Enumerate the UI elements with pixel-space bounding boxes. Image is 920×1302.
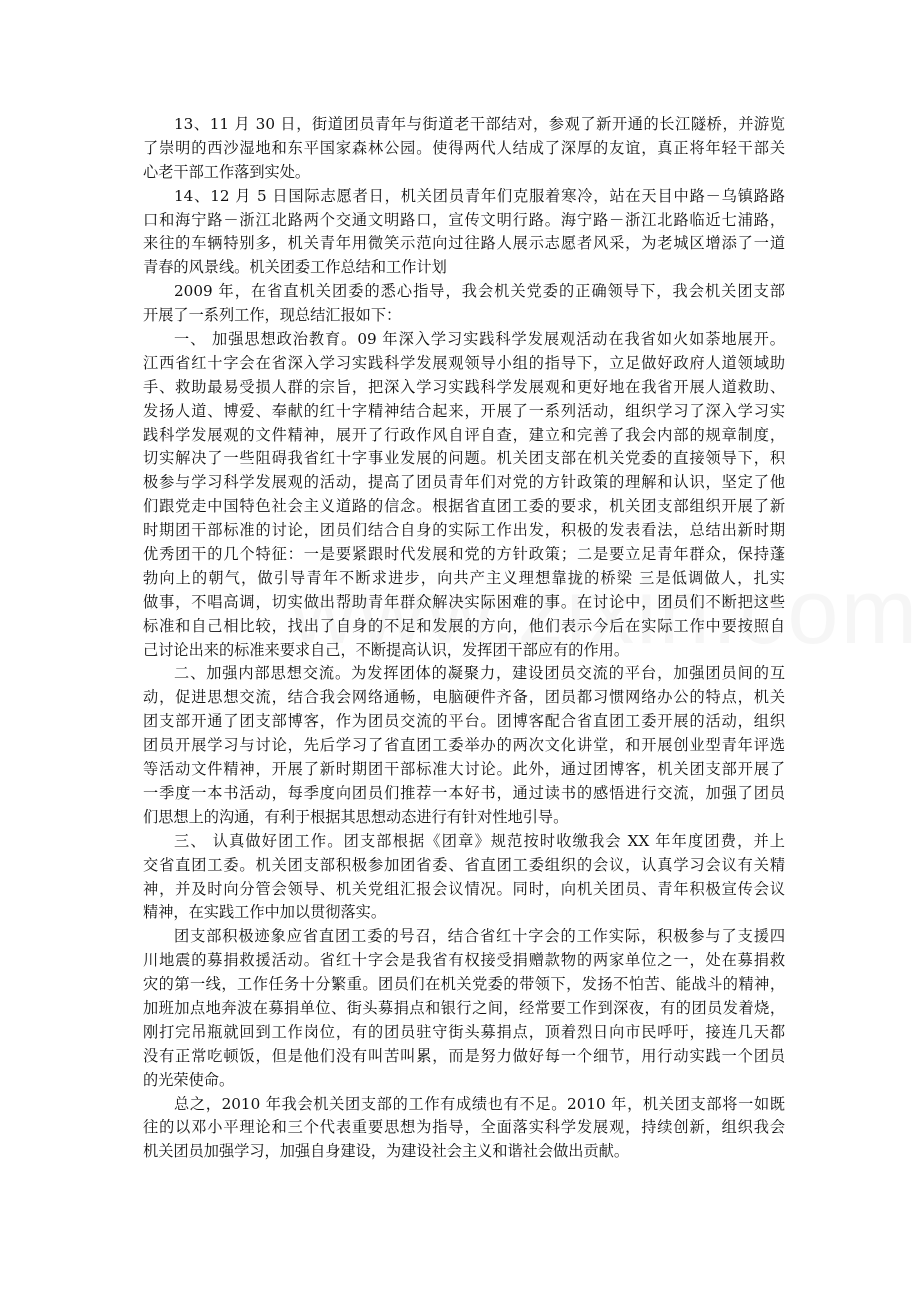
text-line: 手、救助最易受损人群的宗旨，把深入学习实践科学发展观和更好地在我省开展人道救助、 xyxy=(143,377,785,396)
paragraph xyxy=(143,925,785,1092)
text-line: 发扬人道、博爱、奉献的红十字精神结合起来，开展了一系列活动，组织学习了深入学习实 xyxy=(143,401,785,420)
paragraph xyxy=(143,280,785,328)
text-line: 江西省红十字会在省深入学习实践科学发展观领导小组的指导下，立足做好政府人道领域助 xyxy=(143,353,785,372)
text-line: 的光荣使命。 xyxy=(143,1070,235,1089)
text-line: 时期团干部标准的讨论，团员们结合自身的实际工作出发，积极的发表看法，总结出新时期 xyxy=(143,521,785,540)
text-line: 切实解决了一些阻碍我省红十字事业发展的问题。机关团支部在机关党委的直接领导下，积 xyxy=(143,449,785,468)
text-line: 等活动文件精神，开展了新时期团干部标准大讨论。此外，通过团博客，机关团支部开展了 xyxy=(143,760,785,779)
text-line: 心老干部工作落到实处。 xyxy=(143,162,311,181)
text-line: 往的以邓小平理论和三个代表重要思想为指导，全面落实科学发展观，持续创新，组织我会 xyxy=(143,1118,785,1137)
text-line: 川地震的募捐救援活动。省红十字会是我省有权接受捐赠款物的两家单位之一，处在募捐救 xyxy=(143,951,785,970)
text-line: 机关团员加强学习，加强自身建设，为建设社会主义和谐社会做出贡献。 xyxy=(143,1142,629,1161)
paragraph xyxy=(143,113,785,185)
text-line: 三、 认真做好团工作。团支部根据《团章》规范按时收缴我会 XX 年年度团费，并上 xyxy=(174,831,785,850)
text-line: 一、 加强思想政治教育。09 年深入学习实践科学发展观活动在我省如火如荼地展开。 xyxy=(174,330,785,349)
text-line: 团员开展学习与讨论，先后学习了省直团工委举办的两次文化讲堂，和开展创业型青年评选 xyxy=(143,736,785,755)
text-line: 己讨论出来的标准来要求自己，不断提高认识，发挥团干部应有的作用。 xyxy=(143,640,629,659)
text-line: 13、11 月 30 日，街道团员青年与街道老干部结对，参观了新开通的长江隧桥，并游览 xyxy=(174,115,785,133)
text-line: 2009 年，在省直机关团委的悉心指导，我会机关党委的正确领导下，我会机关团支部 xyxy=(174,282,785,301)
text-line: 们思想上的沟通，有利于根据其思想动态进行有针对性地引导。 xyxy=(143,807,569,826)
text-line: 动，促进思想交流，结合我会网络通畅，电脑硬件齐备，团员都习惯网络办公的特点，机关 xyxy=(143,688,785,707)
paragraph xyxy=(143,185,785,281)
text-line: 灾的第一线，工作任务十分繁重。团员们在机关党委的带领下，发扬不怕苦、能战斗的精神， xyxy=(143,975,785,994)
paragraph xyxy=(143,328,785,662)
text-line: 们跟党走中国特色社会主义道路的信念。根据省直团工委的要求，机关团支部组织开展了新 xyxy=(143,497,785,516)
text-line: 团支部开通了团支部博客，作为团员交流的平台。团博客配合省直团工委开展的活动，组织 xyxy=(143,712,785,731)
text-line: 勃向上的朝气，做引导青年不断求进步，向共产主义理想靠拢的桥梁 三是低调做人，扎实 xyxy=(143,568,785,587)
paragraph xyxy=(143,830,785,926)
text-line: 交省直团工委。机关团支部积极参加团省委、省直团工委组织的会议，认真学习会议有关精 xyxy=(143,855,785,874)
text-line: 了崇明的西沙湿地和东平国家森林公园。使得两代人结成了深厚的友谊，真正将年轻干部关 xyxy=(143,138,785,157)
document-body xyxy=(143,113,785,1164)
text-line: 口和海宁路－浙江北路两个交通文明路口，宣传文明行路。海宁路－浙江北路临近七浦路， xyxy=(143,210,785,229)
text-line: 一季度一本书活动，每季度向团员们推荐一本好书，通过读书的感悟进行交流，加强了团员 xyxy=(143,783,785,802)
text-line: 开展了一系列工作，现总结汇报如下： xyxy=(143,306,402,325)
text-line: 14、12 月 5 日国际志愿者日，机关团员青年们克服着寒冷，站在天目中路－乌镇路路 xyxy=(174,186,785,205)
text-line: 团支部积极迹象应省直团工委的号召，结合省红十字会的工作实际，积极参与了支援四 xyxy=(174,927,785,946)
text-line: 没有正常吃顿饭，但是他们没有叫苦叫累，而是努力做好每一个细节，用行动实践一个团员 xyxy=(143,1046,785,1065)
text-line: 刚打完吊瓶就回到工作岗位，有的团员驻守街头募捐点，顶着烈日向市民呼吁，接连几天都 xyxy=(143,1022,785,1041)
text-line: 标准和自己相比较，找出了自身的不足和发展的方向，他们表示今后在实际工作中要按照自 xyxy=(143,616,785,635)
text-line: 青春的风景线。机关团委工作总结和工作计划 xyxy=(143,258,447,277)
text-line: 二、加强内部思想交流。为发挥团体的凝聚力，建设团员交流的平台，加强团员间的互 xyxy=(174,664,785,683)
text-line: 优秀团干的几个特征：一是要紧跟时代发展和党的方针政策；二是要立足青年群众，保持蓬 xyxy=(143,545,785,564)
text-line: 践科学发展观的文件精神，展开了行政作风自评自查，建立和完善了我会内部的规章制度， xyxy=(143,425,785,444)
text-line: 加班加点地奔波在募捐单位、街头募捐点和银行之间，经常要工作到深夜，有的团员发着烧， xyxy=(143,998,785,1017)
text-line: 做事，不唱高调，切实做出帮助青年群众解决实际困难的事。在讨论中，团员们不断把这些 xyxy=(143,592,785,611)
text-line: 神，并及时向分管会领导、机关党组汇报会议情况。同时，向机关团员、青年积极宣传会议 xyxy=(143,879,785,898)
text-line: 总之，2010 年我会机关团支部的工作有成绩也有不足。2010 年，机关团支部将一如既 xyxy=(174,1094,785,1113)
paragraph xyxy=(143,1093,785,1165)
text-line: 来往的车辆特别多，机关青年用微笑示范向过往路人展示志愿者风采，为老城区增添了一道 xyxy=(143,234,785,253)
text-line: 极参与学习科学发展观的活动，提高了团员青年们对党的方针政策的理解和认识，坚定了他 xyxy=(143,473,785,492)
paragraph xyxy=(143,662,785,829)
text-line: 精神，在实践工作中加以贯彻落实。 xyxy=(143,903,386,922)
